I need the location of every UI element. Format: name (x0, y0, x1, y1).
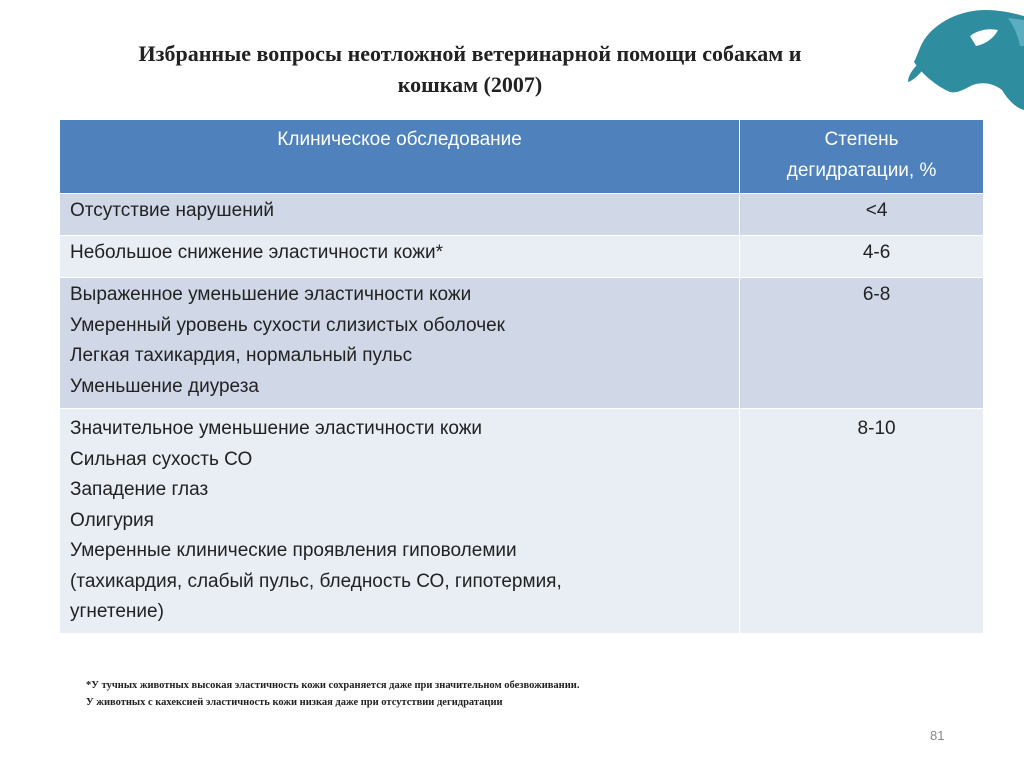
table-row (60, 194, 984, 236)
clinical-line: Умеренные клинические проявления гиповолемии (70, 540, 517, 561)
dehydration-value: 6-8 (862, 284, 891, 305)
header-dehydration-degree (740, 120, 984, 194)
dehydration-table (59, 119, 984, 634)
horse-head-logo-icon (874, 0, 1024, 115)
dehydration-value: <4 (865, 200, 888, 221)
header-dehydration-line1: Степень (824, 129, 899, 150)
footnote-line1: *У тучных животных высокая эластичность кожи сохраняется даже при значительном обезвоживании. (86, 680, 580, 691)
clinical-line: Олигурия (70, 509, 154, 531)
clinical-line: Отсутствие нарушений (70, 200, 274, 221)
footnote-line2: У животных с кахексией эластичность кожи низкая даже при отсутствии дегидратации (86, 697, 503, 708)
dehydration-cell (740, 278, 984, 409)
clinical-line: Небольшое снижение эластичности кожи* (70, 242, 443, 263)
slide-title (40, 38, 900, 100)
table-row (60, 236, 984, 278)
table-row (60, 278, 984, 409)
dehydration-value: 8-10 (857, 418, 896, 439)
clinical-line: Легкая тахикардия, нормальный пульс (70, 345, 413, 366)
dehydration-cell (740, 236, 984, 278)
clinical-line: Значительное уменьшение эластичности кожи (70, 418, 483, 439)
clinical-line: угнетение) (70, 601, 164, 622)
page-number: 81 (930, 728, 945, 743)
slide-title-line2: кошкам (2007) (397, 72, 543, 97)
clinical-line: Сильная сухость СО (70, 448, 253, 470)
clinical-cell (60, 236, 740, 278)
clinical-cell (60, 409, 740, 634)
clinical-line: Уменьшение диуреза (70, 375, 259, 397)
table-row (60, 409, 984, 634)
clinical-cell (60, 278, 740, 409)
slide-title-line1: Избранные вопросы неотложной ветеринарной помощи собакам и (138, 41, 802, 66)
header-clinical-exam: Клиническое обследование (60, 120, 740, 194)
dehydration-cell (740, 194, 984, 236)
clinical-line: (тахикардия, слабый пульс, бледность СО, гипотермия, (70, 570, 562, 592)
clinical-line: Выраженное уменьшение эластичности кожи (70, 284, 472, 305)
clinical-line: Умеренный уровень сухости слизистых оболочек (70, 314, 505, 336)
header-dehydration-line2: дегидратации, % (786, 159, 937, 181)
footnote (86, 677, 579, 711)
dehydration-cell (740, 409, 984, 634)
clinical-cell (60, 194, 740, 236)
clinical-line: Западение глаз (70, 479, 209, 500)
dehydration-value: 4-6 (862, 242, 891, 263)
